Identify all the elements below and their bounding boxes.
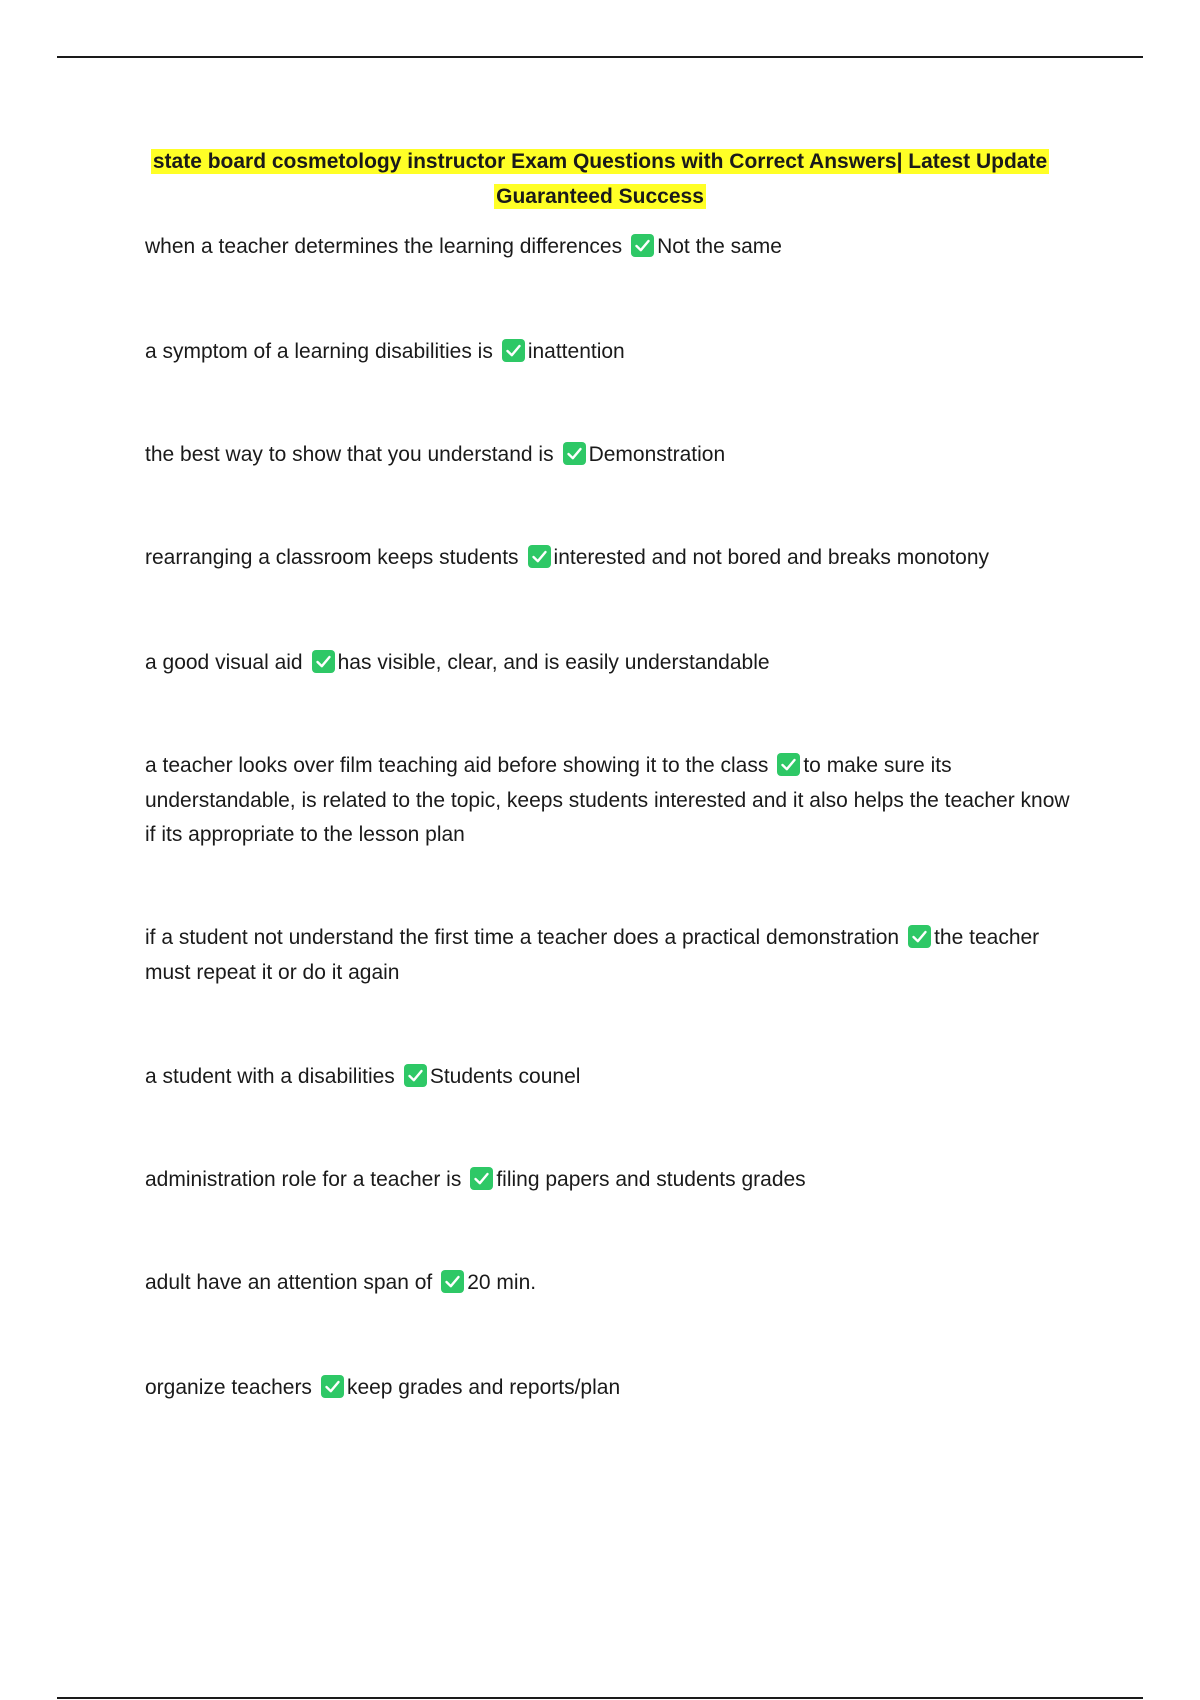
title-line-1: state board cosmetology instructor Exam Questions with Correct Answers| Latest Update [152,150,1048,173]
title-line-2: Guaranteed Success [496,185,704,208]
qa-item-10 [145,1266,1075,1301]
check-mark-icon [528,545,551,568]
document-title [145,144,1055,214]
question-text: the best way to show that you understand is [145,443,554,466]
check-mark-icon [321,1375,344,1398]
check-mark-icon [563,442,586,465]
question-text: organize teachers [145,1376,312,1399]
qa-item-11 [145,1371,1075,1406]
check-mark-icon [312,650,335,673]
answer-text: 20 min. [467,1271,537,1294]
check-mark-icon [631,234,654,257]
question-text: administration role for a teacher is [145,1168,462,1191]
question-text: rearranging a classroom keeps students [145,546,519,569]
footer-rule [57,1697,1143,1699]
qa-item-2 [145,335,1075,370]
answer-text: has visible, clear, and is easily understandable [337,651,770,674]
check-mark-icon [470,1167,493,1190]
answer-text: filing papers and students grades [496,1168,806,1191]
check-mark-icon [441,1270,464,1293]
answer-text: Students counel [429,1065,581,1088]
answer-text: Demonstration [588,443,726,466]
qa-item-3 [145,438,1075,473]
qa-item-9 [145,1163,1075,1198]
answer-text: inattention [527,340,625,363]
check-mark-icon [502,339,525,362]
question-text: adult have an attention span of [145,1271,433,1294]
qa-item-8 [145,1060,1075,1095]
answer-text: to make sure its understandable, is related to the topic, keeps students interested and it also helps the teacher know if its appropriate to the lesson plan [145,754,1070,846]
question-text: a student with a disabilities [145,1065,395,1088]
check-mark-icon [908,925,931,948]
qa-item-1 [145,230,1075,265]
check-mark-icon [777,753,800,776]
answer-text: interested and not bored and breaks monotony [553,546,989,569]
question-text: a teacher looks over film teaching aid before showing it to the class [145,754,769,777]
header-rule [57,56,1143,58]
answer-text: keep grades and reports/plan [346,1376,621,1399]
question-text: a symptom of a learning disabilities is [145,340,493,363]
question-text: if a student not understand the first time a teacher does a practical demonstration [145,926,900,949]
check-mark-icon [404,1064,427,1087]
qa-item-7 [145,921,1075,990]
answer-text: Not the same [657,235,782,258]
qa-item-5 [145,646,1075,681]
question-text: when a teacher determines the learning differences [145,235,623,258]
answer-text: the teacher must repeat it or do it again [145,926,1040,984]
question-text: a good visual aid [145,651,303,674]
qa-item-6 [145,749,1075,853]
qa-item-4 [145,541,1075,576]
